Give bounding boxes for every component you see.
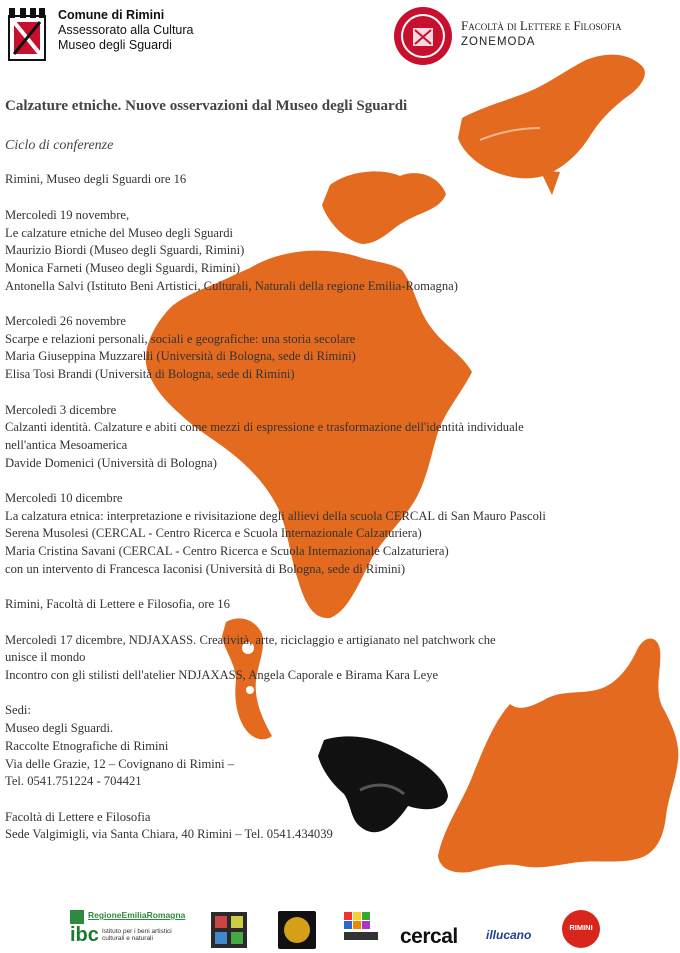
sede-line: Sede Valgimigli, via Santa Chiara, 40 Rimini – Tel. 0541.434039: [5, 827, 333, 842]
event-line: Monica Farneti (Museo degli Sguardi, Rimini): [5, 260, 241, 275]
comune-name: Comune di Rimini: [58, 8, 165, 22]
comune-text-block: [58, 8, 193, 53]
partner-logo-2: [278, 911, 316, 949]
regione-ibc-logo: [70, 910, 190, 950]
sede-line: Tel. 0541.751224 - 704421: [5, 774, 142, 789]
event-date: Mercoledì 26 novembre: [5, 314, 126, 328]
event-line: La calzatura etnica: interpretazione e rivisitazione degli allievi della scuola CERCAL di San Mauro Pascoli: [5, 508, 546, 523]
rimini-logo-label: RIMINI: [569, 923, 593, 932]
zonemoda-label: ZONEMODA: [461, 36, 536, 48]
sede-museo: [5, 720, 677, 791]
illucano-logo: illucano: [486, 928, 532, 942]
sede-line: Facoltà di Lettere e Filosofia: [5, 809, 151, 824]
event-line: Maria Giuseppina Muzzarelli (Università di Bologna, sede di Rimini): [5, 349, 356, 364]
event-line: Serena Musolesi (CERCAL - Centro Ricerca e Scuola Internazionale Calzaturiera): [5, 526, 422, 541]
sede-line: Via delle Grazie, 12 – Covignano di Rimini –: [5, 756, 235, 771]
event-date: Mercoledì 19 novembre,: [5, 207, 130, 222]
event-3-dic: [5, 402, 677, 473]
main-text: [5, 98, 677, 844]
sede-line: Raccolte Etnografiche di Rimini: [5, 738, 169, 753]
event-date: Mercoledì 10 dicembre: [5, 491, 123, 505]
event-date: Mercoledì 3 dicembre: [5, 402, 117, 417]
venue-museo: Rimini, Museo degli Sguardi ore 16: [5, 172, 187, 187]
event-line: Incontro con gli stilisti dell'atelier NDJAXASS, Angela Caporale e Birama Kara Leye: [5, 668, 439, 682]
event-19-nov: [5, 207, 677, 296]
comune-header: [6, 6, 306, 66]
facolta-header: [461, 18, 622, 50]
sede-facolta: [5, 809, 677, 844]
university-seal-icon: [393, 6, 453, 66]
event-line: unisce il mondo: [5, 650, 86, 665]
event-line: Davide Domenici (Università di Bologna): [5, 455, 217, 470]
museo-line: Museo degli Sguardi: [58, 38, 172, 52]
page-title: Calzature etniche. Nuove osservazioni dal Museo degli Sguardi: [5, 98, 408, 114]
event-line: nell'antica Mesoamerica: [5, 437, 128, 452]
assessorato-line: Assessorato alla Cultura: [58, 23, 194, 37]
facolta-name: Facoltà di Lettere e Filosofia: [461, 18, 622, 33]
event-10-dic: [5, 490, 677, 579]
regione-mark-icon: [70, 910, 84, 924]
event-line: Mercoledì 17 dicembre, NDJAXASS. Creatività, arte, riciclaggio e artigianato nel patchwork che: [5, 632, 496, 647]
rimini-crest-icon: [6, 6, 48, 64]
rimini-logo: [562, 910, 600, 948]
event-line: Le calzature etniche del Museo degli Sguardi: [5, 225, 233, 240]
venue-facolta: Rimini, Facoltà di Lettere e Filosofia, ore 16: [5, 597, 230, 612]
event-17-dic: [5, 632, 677, 685]
event-line: Calzanti identità. Calzature e abiti come mezzi di espressione e trasformazione dell'identità individuale: [5, 420, 524, 435]
partner-logo-1: [211, 912, 247, 948]
partner-logo-3: [344, 912, 378, 946]
event-line: Antonella Salvi (Istituto Beni Artistici, Culturali, Naturali della regione Emilia-Romagna): [5, 278, 458, 293]
event-line: Elisa Tosi Brandi (Università di Bologna, sede di Rimini): [5, 367, 295, 382]
cercal-logo: cercal: [400, 925, 458, 948]
regione-label: RegioneEmiliaRomagna: [88, 910, 186, 920]
event-line: Maria Cristina Savani (CERCAL - Centro Ricerca e Scuola Internazionale Calzaturiera): [5, 544, 449, 559]
ibc-caption: Istituto per i beni artistici culturali e naturali: [102, 928, 172, 942]
event-line: Maurizio Biordi (Museo degli Sguardi, Rimini): [5, 243, 245, 258]
cycle-subtitle: Ciclo di conferenze: [5, 137, 114, 153]
ibc-label: ibc: [70, 924, 99, 946]
sedi-label: Sedi:: [5, 703, 31, 718]
event-line: Scarpe e relazioni personali, sociali e geografiche: una storia secolare: [5, 331, 356, 346]
event-26-nov: [5, 313, 677, 384]
sede-line: Museo degli Sguardi.: [5, 721, 114, 736]
event-line: con un intervento di Francesca Iaconisi (Università di Bologna, sede di Rimini): [5, 561, 406, 576]
